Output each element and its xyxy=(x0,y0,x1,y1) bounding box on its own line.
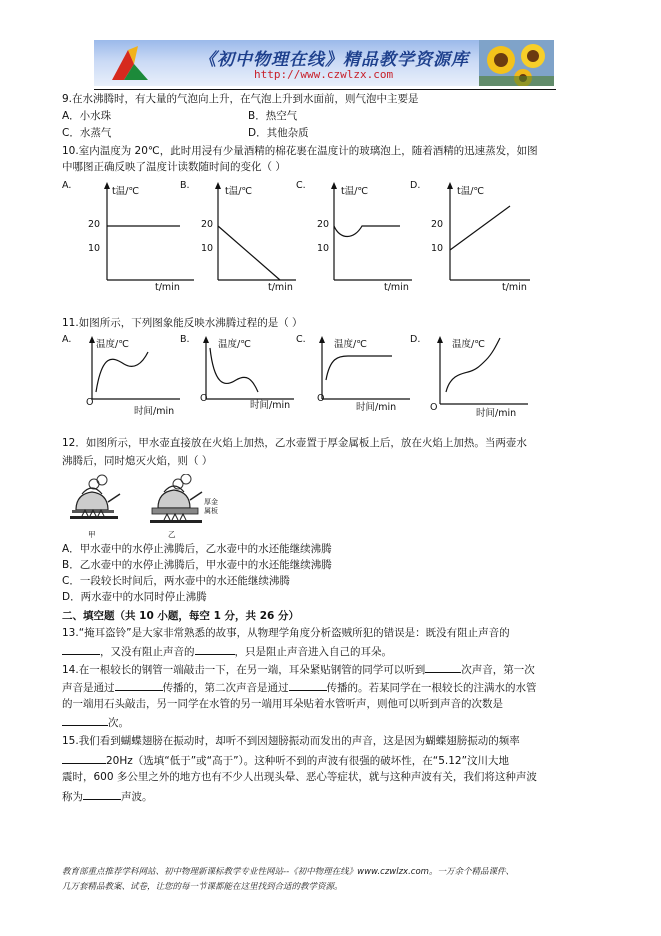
q10-graph-a-y-label: t温/℃ xyxy=(112,186,140,197)
q11-graph-a-y-label: 温度/℃ xyxy=(96,339,129,350)
q13-blank-1[interactable] xyxy=(62,643,100,655)
q12-label-plate: 厚金属板 xyxy=(204,498,218,515)
q12-option-c: C．一段较长时间后，两水壶中的水还能继续沸腾 xyxy=(62,575,290,587)
q12-label-yi: 乙 xyxy=(168,530,176,539)
q10-graph-b-tick-10: 10 xyxy=(201,243,214,254)
q12-label-jia: 甲 xyxy=(88,530,96,539)
q11-graph-a-label: A. xyxy=(62,334,72,345)
q9-option-d: D．其他杂质 xyxy=(248,127,309,139)
q10-graph-b-x-label: t/min xyxy=(268,282,293,293)
q14-line4: 次。 xyxy=(62,714,129,730)
q9-option-c: C．水蒸气 xyxy=(62,127,112,139)
q15-line2: 20Hz（选填“低于”或“高于”）。这种听不到的声波有很强的破坏性，在“5.12”汶川大地 xyxy=(62,752,509,768)
sunflower-image xyxy=(479,40,554,86)
q13-line2: ，又没有阻止声音的 ，只是阻止声音进入自己的耳朵。 xyxy=(62,643,392,659)
q13-blank-2[interactable] xyxy=(195,643,235,655)
q14-blank-3[interactable] xyxy=(289,679,327,691)
q10-graph-b-tick-20: 20 xyxy=(201,219,214,230)
q10-graph-d-x-label: t/min xyxy=(502,282,527,293)
q10-graph-d-tick-20: 20 xyxy=(431,219,444,230)
q10-graph-a-plot xyxy=(62,180,197,295)
site-logo xyxy=(108,44,152,84)
q9-option-a: A．小水珠 xyxy=(62,110,112,122)
q10-graph-c-tick-20: 20 xyxy=(317,219,330,230)
footer-line1: 教育部重点推荐学科网站、初中物理新课标教学专业性网站--《初中物理在线》www.czwlzx.com。一万余个精品课件、 xyxy=(62,867,514,877)
q10-graph-a-label: A. xyxy=(62,180,72,191)
header-divider xyxy=(94,89,556,90)
q14-blank-2[interactable] xyxy=(115,679,163,691)
q15-line3: 震时，600 多公里之外的地方也有不少人出现头晕、恶心等症状，就与这种声波有关，我们将这种声波 xyxy=(62,771,537,783)
q11-graph-d-y-label: 温度/℃ xyxy=(452,339,485,350)
q10-graph-a-x-label: t/min xyxy=(155,282,180,293)
q10-graph-d-y-label: t温/℃ xyxy=(457,186,485,197)
q10-graph-c-y-label: t温/℃ xyxy=(341,186,369,197)
q14-line3: 的一端用石头敲击，另一同学在水管的另一端用耳朵贴着水管听声，则他可以听到声音的次数是 xyxy=(62,698,503,710)
q14-line1: 14.在一根较长的钢管一端敲击一下，在另一端，耳朵紧贴钢管的同学可以听到 次声音，第一次 xyxy=(62,661,535,677)
q12-option-a: A．甲水壶中的水停止沸腾后，乙水壶中的水还能继续沸腾 xyxy=(62,543,332,555)
q11-graph-d-x-label: 时间/min xyxy=(476,408,517,419)
q12-stem-line1: 12．如图所示，甲水壶直接放在火焰上加热，乙水壶置于厚金属板上后，放在火焰上加热。当两壶水 xyxy=(62,437,527,449)
q10-graph-c-label: C. xyxy=(296,180,306,191)
q13-line1: 13.“掩耳盗铃”是大家非常熟悉的故事，从物理学角度分析盗贼所犯的错误是：既没有阻止声音的 xyxy=(62,627,510,639)
q10-graph-c-tick-10: 10 xyxy=(317,243,330,254)
q12-stem-line2: 沸腾后，同时熄灭火焰，则（ ） xyxy=(62,455,213,467)
banner-url[interactable]: http://www.czwlzx.com xyxy=(254,68,394,81)
q11-graph-c-y-label: 温度/℃ xyxy=(334,339,367,350)
banner-title: 《初中物理在线》精品教学资源库 xyxy=(199,50,469,70)
q11-graph-d-label: D. xyxy=(410,334,421,345)
q11-graph-a-x-label: 时间/min xyxy=(134,406,175,417)
q10-graph-b-plot xyxy=(180,180,300,295)
q10-graph-d-label: D. xyxy=(410,180,421,191)
q14-blank-1[interactable] xyxy=(425,661,461,673)
q15-blank-2[interactable] xyxy=(83,788,121,800)
q11-graph-d-origin: O xyxy=(430,402,438,413)
q10-stem-line2: 中哪图正确反映了温度计读数随时间的变化（ ） xyxy=(62,161,286,173)
q10-graph-b-y-label: t温/℃ xyxy=(225,186,253,197)
q11-graph-c-origin: O xyxy=(317,393,325,404)
q10-graph-c-plot xyxy=(296,180,416,295)
q11-graph-c-label: C. xyxy=(296,334,306,345)
q15-blank-1[interactable] xyxy=(62,752,106,764)
q15-line1: 15.我们看到蝴蝶翅膀在振动时，却听不到因翅膀振动而发出的声音，这是因为蝴蝶翅膀振动的频率 xyxy=(62,735,520,747)
q11-graph-a-origin: O xyxy=(86,397,94,408)
q14-blank-4[interactable] xyxy=(62,714,108,726)
q9-option-b: B．热空气 xyxy=(248,110,298,122)
q10-graph-b-label: B. xyxy=(180,180,190,191)
q14-line2: 声音是通过 传播的，第二次声音是通过 传播的。若某同学在一根较长的注满水的水管 xyxy=(62,679,537,695)
q10-graph-a-tick-10: 10 xyxy=(88,243,101,254)
q9-stem: 9.在水沸腾时，有大量的气泡向上升，在气泡上升到水面前，则气泡中主要是 xyxy=(62,93,419,105)
header-banner xyxy=(94,40,554,86)
footer-line2: 几万套精品教案、试卷，让您的每一节课都能在这里找到合适的教学资源。 xyxy=(62,882,343,892)
q10-graph-d-tick-10: 10 xyxy=(431,243,444,254)
q11-graph-c-x-label: 时间/min xyxy=(356,402,397,413)
q11-graph-b-origin: O xyxy=(200,393,208,404)
section-2-heading: 二、填空题（共 10 小题，每空 1 分，共 26 分） xyxy=(62,610,299,622)
q10-stem-line1: 10.室内温度为 20℃，此时用浸有少量酒精的棉花裹在温度计的玻璃泡上，随着酒精的迅速蒸发，如图 xyxy=(62,145,538,157)
q15-line4: 称为 声波。 xyxy=(62,788,153,804)
q11-graph-b-x-label: 时间/min xyxy=(250,400,291,411)
q11-graph-b-label: B. xyxy=(180,334,190,345)
q12-option-b: B．乙水壶中的水停止沸腾后，甲水壶中的水还能继续沸腾 xyxy=(62,559,332,571)
q10-graph-a-tick-20: 20 xyxy=(88,219,101,230)
q11-graph-b-y-label: 温度/℃ xyxy=(218,339,251,350)
q11-stem: 11.如图所示，下列图象能反映水沸腾过程的是（ ） xyxy=(62,317,303,329)
q12-option-d: D．两水壶中的水同时停止沸腾 xyxy=(62,591,207,603)
q10-graph-c-x-label: t/min xyxy=(384,282,409,293)
q10-graph-d-plot xyxy=(410,180,535,295)
